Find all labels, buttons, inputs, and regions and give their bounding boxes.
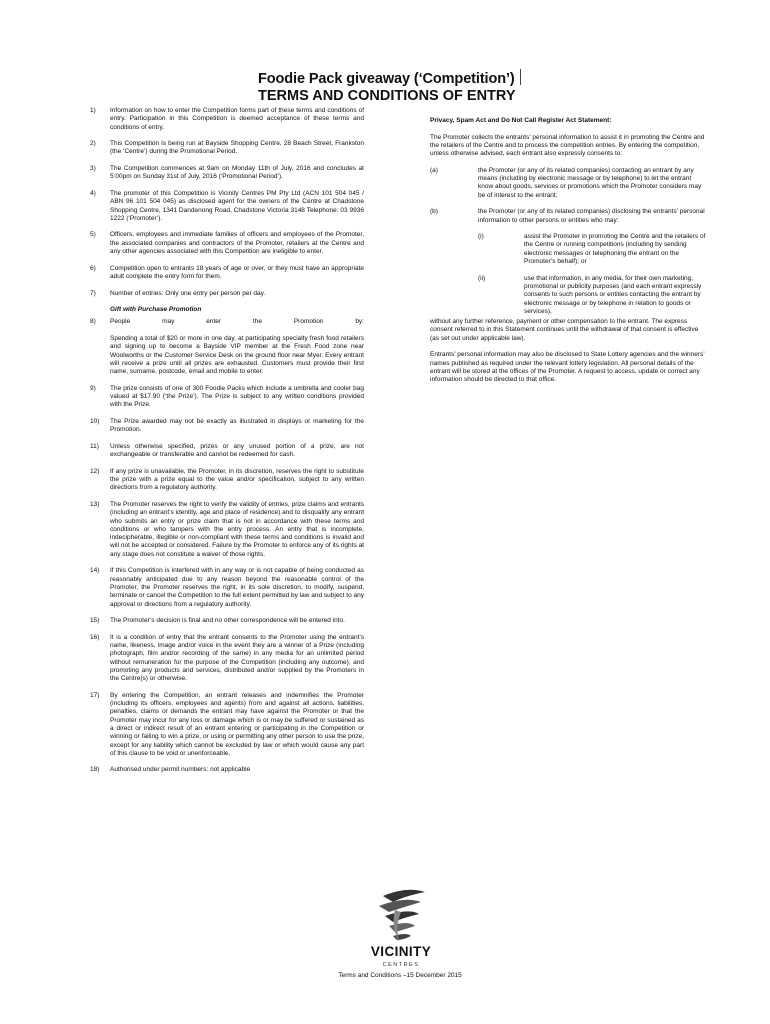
clause-12 (90, 468, 364, 493)
clause-number: 17) (90, 691, 100, 699)
spending-paragraph: Spending a total of $20 or more in one day, at participating specialty fresh food retailers and signing up to become a Bayside VIP member at the Fresh Food zone near Woolworths or the Customer Service Desk on the ground floor near Myer. Every entrant will receive a prize until all prizes are exhausted. Customers must provide their first name, surname, postcode, email and mobile to enter. (110, 335, 364, 376)
item-text: use that information, in any media, for their own marketing, promotional or publicity purposes (and each entrant expressly consents to such persons or entities contacting the entrant by electronic message or by telephone in relation to goods or services), (524, 274, 702, 315)
clause-text: If this Competition is interfered with in any way or is not capable of being conducted as reasonably anticipated due to any reason beyond the reasonable control of the Promoter, the Promoter reserves the right, in its sole discretion, to modify, suspend, terminate or cancel the Competition to the full extent permitted by law and subject to any approval or directions from a regulatory authority. (110, 567, 364, 608)
clause-8 (90, 318, 364, 326)
clause-text: If any prize is unavailable, the Promoter, in its discretion, reserves the right to substitute the prize with a prize equal to the value and/or specification, subject to any written directions from a regulatory authority. (110, 467, 364, 492)
page-footer: Terms and Conditions –15 December 2015 (338, 972, 462, 979)
clause-number: 1) (90, 107, 96, 114)
clause-7 (90, 290, 364, 298)
clause-text: Number of entries: Only one entry per person per day. (110, 289, 266, 297)
clause-text: Unless otherwise specified, prizes or any unused portion of a prize, are not exchangeable or transferable and cannot be redeemed for cash. (110, 442, 364, 459)
clause-16 (90, 634, 364, 684)
clause-text: Information on how to enter the Competition forms part of these terms and conditions of entry. Participation in this Competition is deemed acceptance of these terms and conditions of entry. (110, 107, 364, 131)
clause-number: 3) (90, 165, 96, 173)
privacy-column (430, 117, 708, 393)
clause-text: The Promoter reserves the right to verify the validity of entries, prize claims and entrants (including an entrant’s identity, age and place of residence) and to disqualify any entrant who submits an entry or prize claim that is not in accordance with these terms and conditions or who tampers with the entry process. An entry that is incomplete, indecipherable, illegible or non-compliant with these terms and conditions is invalid and will not be accepted or considered. Failure by the Promoter to enforce any of its rights at any stage does not constitute a waiver of those rights. (110, 500, 364, 558)
left-column (90, 107, 364, 775)
clause-17 (90, 692, 364, 758)
clause-2 (90, 140, 364, 157)
clause-text: Officers, employees and immediate families of officers and employees of the Promoter, the associated companies and contractors of the Promoter, retailers at the Centre and any other agencies associated with this Competition are ineligible to enter. (110, 231, 364, 256)
clause-number: 9) (90, 384, 96, 392)
item-label: (a) (430, 166, 438, 174)
item-text: the Promoter (or any of its related companies) contacting an entrant by any means (including by electronic message or by telephone) to let the entrant know about goods, services or promotions which the Promoter considers may be of interest to the entrant; (478, 166, 702, 199)
clause-text: The promoter of this Competition is Vicinity Centres PM Pty Ltd (ACN 101 504 045 / ABN 96 101 504 045) as disclosed agent for the owners of the Centre at Chadstone Shopping Centre, 1341 Dandenong Road, Chadstone Victoria 3148 Telephone: 03 9936 1222 (‘Promoter’). (110, 189, 364, 222)
clause-number: 15) (90, 617, 100, 625)
clause-4 (90, 190, 364, 223)
clause-number: 7) (90, 289, 96, 297)
clause-9 (90, 385, 364, 410)
item-text: the Promoter (or any of its related companies) disclosing the entrants’ personal information to other persons or entities who may: (478, 208, 705, 224)
clause-15 (90, 617, 364, 625)
clause-13 (90, 501, 364, 559)
clause-text: This Competition is being run at Bayside Shopping Centre, 28 Beach Street, Frankston (the ‘Centre’) during the Promotional Period. (110, 140, 364, 156)
clause-text: Authorised under permit numbers: not applicable (110, 766, 251, 774)
clause-text: It is a condition of entry that the entrant consents to the Promoter using the entrant’s name, likeness, image and/or voice in the event they are a winner of a Prize (including photograph, film and/or recording of the same) in any media for an unlimited period without remuneration for the purpose of the Competition (including any outcome), and promoting any products and services, distributed and/or supplied by the Promoters in the Centre(s) or otherwise. (110, 633, 364, 683)
clause-text: People may enter the Promotion by: (110, 318, 364, 326)
item-label: (ii) (478, 274, 486, 282)
clause-1 (90, 107, 364, 132)
privacy-item-b (430, 208, 708, 225)
clause-number: 6) (90, 264, 96, 272)
clause-number: 13) (90, 500, 100, 508)
clause-5 (90, 231, 364, 256)
brand-name: VICINITY (370, 944, 432, 959)
clause-14 (90, 567, 364, 608)
privacy-after: without any further reference, payment or other compensation to the entrant. The express consent referred to in this Statement continues until the withdrawal of that consent is effective (as set out under applicable law). (430, 318, 699, 342)
clause-text: The prize consists of one of 300 Foodie Packs which include a umbrella and cooler bag valued at $17.90 (‘the Prize’). The Prize is subject to any written conditions provided with the Prize. (110, 384, 364, 409)
privacy-item-i (478, 233, 708, 266)
clause-number: 4) (90, 189, 96, 197)
clause-number: 16) (90, 633, 100, 641)
clause-number: 10) (90, 417, 100, 425)
clause-text: The Prize awarded may not be exactly as illustrated in displays or marketing for the Promotion. (110, 417, 364, 434)
text-cursor (520, 69, 521, 85)
gift-heading: Gift with Purchase Promotion (110, 306, 202, 314)
clause-number: 12) (90, 467, 100, 475)
clause-text: The Promoter’s decision is final and no other correspondence will be entered into. (110, 617, 345, 625)
privacy-item-a (430, 167, 708, 200)
brand-subtitle: CENTRES (382, 962, 420, 968)
clause-11 (90, 443, 364, 460)
clause-text: The Competition commences at 9am on Monday 11th of July, 2016 and concludes at 5:00pm on Sunday 31st of July, 2016 (‘Promotional Period’). (110, 165, 364, 181)
clause-number: 14) (90, 567, 100, 575)
clause-10 (90, 418, 364, 435)
privacy-intro: The Promoter collects the entrants’ personal information to assist it in promoting the Centre and the retailers of the Centre and to process the competition entries. By entering the competition, unless otherwise advised, each entrant also expressly consents to: (430, 133, 705, 158)
clause-6 (90, 265, 364, 282)
item-text: assist the Promoter in promoting the Centre and the retailers of the Centre or running competitions (including by sending electronic messages or telephoning the entrant on the Promoter’s behalf); or (524, 233, 706, 266)
privacy-disclosure: Entrants’ personal information may also be disclosed to State Lottery agencies and the winners’ names published as required under the relevant lottery legislation. All personal details of the entrant will be stored at the offices of the Promoter. A request to access, update or correct any information should be directed to that office. (430, 351, 705, 384)
clause-text: Competition open to entrants 18 years of age or over, or they must have an appropriate adult complete the entry form for them. (110, 264, 364, 280)
item-label: (i) (478, 233, 484, 241)
clause-number: 5) (90, 231, 96, 239)
clause-number: 2) (90, 140, 96, 148)
privacy-heading: Privacy, Spam Act and Do Not Call Register Act Statement: (430, 117, 612, 124)
clause-number: 8) (90, 318, 96, 326)
privacy-item-ii (478, 275, 708, 316)
clause-number: 18) (90, 766, 100, 774)
clause-18 (90, 766, 364, 774)
document-title: Foodie Pack giveaway (‘Competition’) (258, 69, 521, 87)
document-subtitle: TERMS AND CONDITIONS OF ENTRY (258, 88, 516, 104)
clause-text: By entering the Competition, an entrant releases and indemnifies the Promoter (including its officers, employees and agents) from and against all actions, liabilities, penalties, claims or demands the entrant may have against the Promoter or that the Promoter may incur for any loss or damage which is or may be suffered or sustained as a direct or indirect result of an entrant entering or participating in the Competition or winning or failing to win a prize, or using or permitting any other person to use the prize, except for any liability which cannot be excluded by law or which would cause any part of this clause to be void or unenforceable. (110, 691, 364, 757)
item-label: (b) (430, 208, 438, 216)
clause-3 (90, 165, 364, 182)
clause-number: 11) (90, 442, 99, 450)
